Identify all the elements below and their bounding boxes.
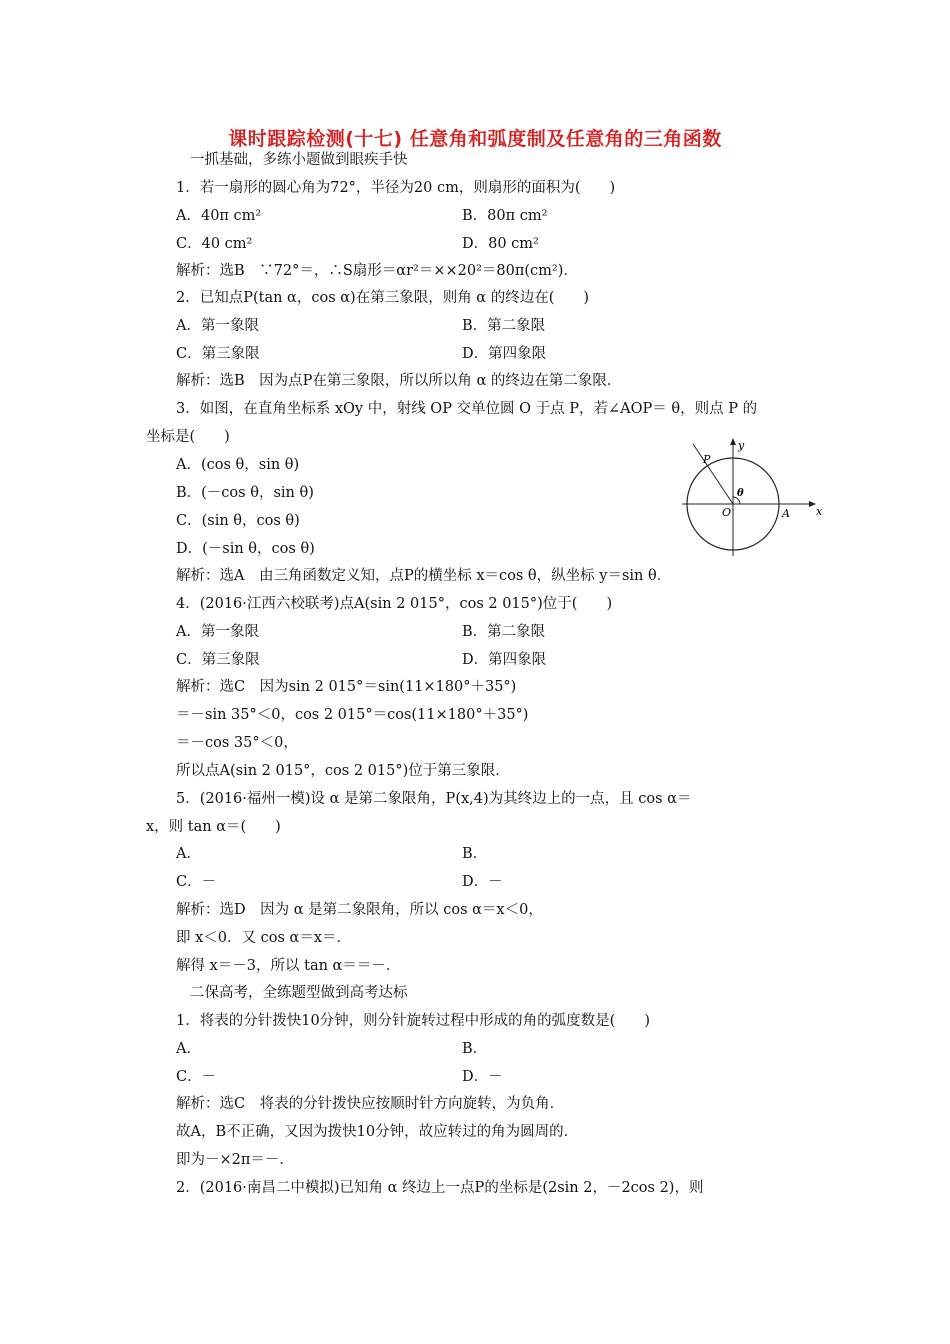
q5-option-a: A． xyxy=(176,846,201,862)
y-axis-arrow xyxy=(730,438,736,445)
q4-option-a: A．第一象限 xyxy=(176,624,259,640)
x-axis-label: x xyxy=(816,505,823,518)
q3-option-c: C．(sin θ，cos θ) xyxy=(176,513,300,529)
page-title: 课时跟踪检测(十七) 任意角和弧度制及任意角的三角函数 xyxy=(228,128,722,150)
q1-solution: 解析：选B ∵72°＝，∴S扇形＝αr²＝××20²＝80π(cm²)． xyxy=(176,263,578,279)
q2-solution: 解析：选B 因为点P在第三象限，所以所以角 α 的终边在第二象限． xyxy=(176,373,622,389)
q3-option-d: D．(－sin θ，cos θ) xyxy=(176,541,315,557)
p1-option-d: D．－ xyxy=(462,1069,503,1085)
q4-solution-3: ＝－cos 35°＜0， xyxy=(176,735,298,751)
q1-option-c: C．40 cm² xyxy=(176,236,253,252)
origin-label: O xyxy=(722,506,732,519)
y-axis-label: y xyxy=(738,439,745,452)
point-a-label: A xyxy=(782,507,790,520)
q2-option-a: A．第一象限 xyxy=(176,318,259,334)
p1-stem: 1．将表的分针拨快10分钟，则分针旋转过程中形成的角的弧度数是( ) xyxy=(176,1013,650,1029)
q5-option-b: B． xyxy=(462,846,488,862)
p1-solution-2: 故A，B不正确，又因为拨快10分钟，故应转过的角为圆周的． xyxy=(176,1124,579,1140)
p1-solution-3: 即为－×2π＝－． xyxy=(176,1152,294,1168)
q2-option-c: C．第三象限 xyxy=(176,346,260,362)
q5-solution-2: 即 x＜0．又 cos α＝x＝． xyxy=(176,930,351,946)
unit-circle-figure xyxy=(676,435,826,560)
p1-option-a: A． xyxy=(176,1041,201,1057)
q3-stem: 3．如图，在直角坐标系 xOy 中，射线 OP 交单位圆 O 于点 P，若∠AOP＝ θ，则点 P 的 xyxy=(176,401,758,417)
q5-stem-continued: x，则 tan α＝( ) xyxy=(146,819,281,835)
q3-option-b: B．(－cos θ，sin θ) xyxy=(176,485,314,501)
q1-option-a: A．40π cm² xyxy=(176,208,262,224)
point-p-label: P xyxy=(703,453,711,466)
q4-solution-1: 解析：选C 因为sin 2 015°＝sin(11×180°＋35°) xyxy=(176,679,517,695)
q4-option-b: B．第二象限 xyxy=(462,624,546,640)
q3-solution: 解析：选A 由三角函数定义知，点P的横坐标 x＝cos θ，纵坐标 y＝sin θ． xyxy=(176,568,672,584)
q4-solution-4: 所以点A(sin 2 015°，cos 2 015°)位于第三象限． xyxy=(176,763,510,779)
p2-stem: 2．(2016·南昌二中模拟)已知角 α 终边上一点P的坐标是(2sin 2，－2cos 2)，则 xyxy=(176,1180,704,1196)
x-axis-arrow xyxy=(809,501,816,507)
q3-option-a: A．(cos θ，sin θ) xyxy=(176,457,300,473)
q4-option-d: D．第四象限 xyxy=(462,652,547,668)
q3-stem-continued: 坐标是( ) xyxy=(146,429,230,445)
q2-option-d: D．第四象限 xyxy=(462,346,547,362)
section-heading-basic: 一抓基础，多练小题做到眼疾手快 xyxy=(190,152,408,168)
p1-solution-1: 解析：选C 将表的分针拨快应按顺时针方向旋转，为负角． xyxy=(176,1096,565,1112)
q5-solution-1: 解析：选D 因为 α 是第二象限角，所以 cos α＝x＜0， xyxy=(176,902,543,918)
q5-solution-3: 解得 x＝－3，所以 tan α＝＝－． xyxy=(176,958,401,974)
p1-option-b: B． xyxy=(462,1041,488,1057)
q4-stem: 4．(2016·江西六校联考)点A(sin 2 015°，cos 2 015°)位于( ) xyxy=(176,596,613,612)
ray-op-extension xyxy=(693,444,703,459)
q4-solution-2: ＝－sin 35°＜0，cos 2 015°＝cos(11×180°＋35°) xyxy=(176,707,529,723)
q1-stem: 1．若一扇形的圆心角为72°，半径为20 cm，则扇形的面积为( ) xyxy=(176,180,616,196)
q2-stem: 2．已知点P(tan α，cos α)在第三象限，则角 α 的终边在( ) xyxy=(176,290,590,306)
q5-option-c: C．－ xyxy=(176,874,217,890)
q1-option-b: B．80π cm² xyxy=(462,208,548,224)
q1-option-d: D．80 cm² xyxy=(462,236,539,252)
p1-option-c: C．－ xyxy=(176,1069,217,1085)
q5-stem: 5．(2016·福州一模)设 α 是第二象限角，P(x,4)为其终边上的一点，且 cos α＝ xyxy=(176,791,692,807)
q2-option-b: B．第二象限 xyxy=(462,318,546,334)
section-heading-exam: 二保高考，全练题型做到高考达标 xyxy=(190,985,408,1001)
q5-option-d: D．－ xyxy=(462,874,503,890)
theta-label: θ xyxy=(737,488,744,499)
q4-option-c: C．第三象限 xyxy=(176,652,260,668)
